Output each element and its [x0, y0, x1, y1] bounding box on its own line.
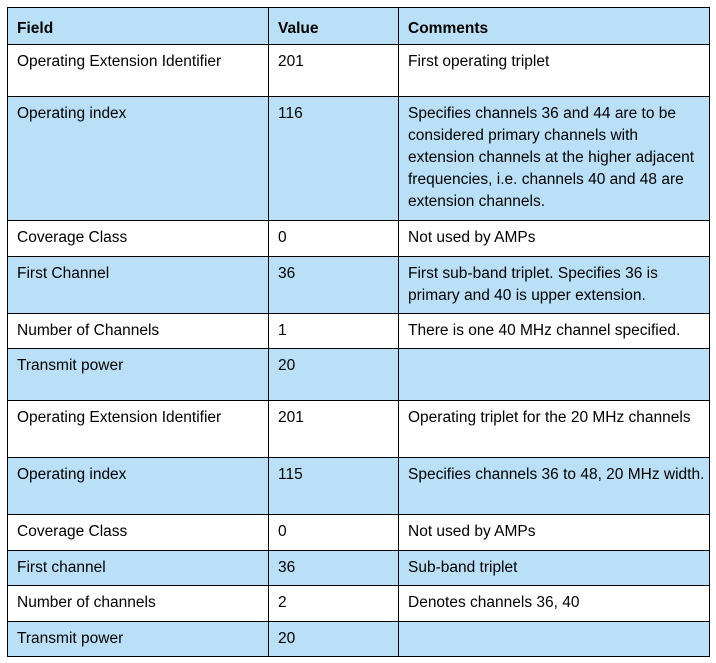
table-row	[8, 257, 710, 314]
value-cell: 0	[269, 221, 399, 257]
value-cell: 115	[269, 458, 399, 515]
value-cell: 2	[269, 586, 399, 622]
field-cell: Transmit power	[8, 349, 269, 401]
table-row	[8, 622, 710, 657]
table-header-row	[8, 8, 710, 45]
table-row	[8, 551, 710, 586]
header-field: Field	[8, 8, 269, 45]
comment-cell: First sub-band triplet. Specifies 36 is primary and 40 is upper extension.	[399, 257, 710, 314]
value-cell: 36	[269, 257, 399, 314]
field-cell: Operating index	[8, 97, 269, 221]
field-cell: Coverage Class	[8, 221, 269, 257]
table-row	[8, 314, 710, 349]
table-row	[8, 221, 710, 257]
channel-triplet-table	[7, 7, 710, 657]
table-row	[8, 349, 710, 401]
header-value: Value	[269, 8, 399, 45]
table-row	[8, 458, 710, 515]
header-comments: Comments	[399, 8, 710, 45]
comment-cell: Not used by AMPs	[399, 221, 710, 257]
field-cell: First channel	[8, 551, 269, 586]
table-row	[8, 45, 710, 97]
value-cell: 20	[269, 349, 399, 401]
field-cell: First Channel	[8, 257, 269, 314]
field-cell: Operating Extension Identifier	[8, 45, 269, 97]
value-cell: 0	[269, 515, 399, 551]
table-row	[8, 586, 710, 622]
table-row	[8, 401, 710, 458]
field-cell: Coverage Class	[8, 515, 269, 551]
comment-cell: Specifies channels 36 and 44 are to be considered primary channels with extension channels at the higher adjacent frequencies, i.e. channels 40 and 48 are extension channels.	[399, 97, 710, 221]
field-cell: Number of channels	[8, 586, 269, 622]
value-cell: 36	[269, 551, 399, 586]
comment-cell	[399, 622, 710, 657]
value-cell: 201	[269, 45, 399, 97]
comment-cell: There is one 40 MHz channel specified.	[399, 314, 710, 349]
table-row	[8, 97, 710, 221]
comment-cell: First operating triplet	[399, 45, 710, 97]
field-cell: Transmit power	[8, 622, 269, 657]
field-cell: Number of Channels	[8, 314, 269, 349]
field-cell: Operating Extension Identifier	[8, 401, 269, 458]
comment-cell: Not used by AMPs	[399, 515, 710, 551]
comment-cell	[399, 349, 710, 401]
field-cell: Operating index	[8, 458, 269, 515]
comment-cell: Operating triplet for the 20 MHz channels	[399, 401, 710, 458]
table-row	[8, 515, 710, 551]
comment-cell: Sub-band triplet	[399, 551, 710, 586]
value-cell: 1	[269, 314, 399, 349]
value-cell: 20	[269, 622, 399, 657]
value-cell: 116	[269, 97, 399, 221]
comment-cell: Denotes channels 36, 40	[399, 586, 710, 622]
comment-cell: Specifies channels 36 to 48, 20 MHz width.	[399, 458, 710, 515]
value-cell: 201	[269, 401, 399, 458]
